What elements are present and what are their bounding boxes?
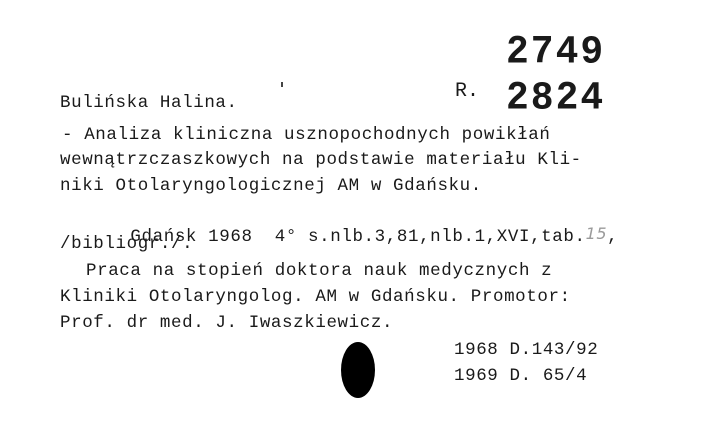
r-prefix: R. <box>455 80 480 103</box>
title-line-2: wewnątrzczaszkowych na podstawie materiału Kli- <box>60 150 582 170</box>
stray-mark <box>281 82 283 87</box>
author-heading: Bulińska Halina. <box>60 93 238 113</box>
title-line-1: - Analiza kliniczna usznopochodnych powikłań <box>62 125 551 145</box>
tab-count-handwritten: 15 <box>585 223 608 243</box>
accession-number-bottom: 2824 <box>506 75 606 122</box>
punch-hole <box>341 342 375 398</box>
bibliography-note: /bibliogr./. <box>60 234 194 254</box>
note-line-2: Kliniki Otolaryngolog. AM w Gdańsku. Promotor: <box>60 287 571 307</box>
shelf-mark-2: 1969 D. 65/4 <box>454 366 588 386</box>
accession-number-top: 2749 <box>506 29 606 76</box>
note-line-1: Praca na stopień doktora nauk medycznych z <box>86 261 553 281</box>
imprint-end: , <box>607 226 619 247</box>
note-line-3: Prof. dr med. J. Iwaszkiewicz. <box>60 313 394 333</box>
shelf-mark-1: 1968 D.143/92 <box>454 340 599 360</box>
title-line-3: niki Otolaryngologicznej AM w Gdańsku. <box>60 176 482 196</box>
imprint-text: Gdańsk 1968 4° s.nlb.3,81,nlb.1,XVI,tab. <box>130 226 586 247</box>
